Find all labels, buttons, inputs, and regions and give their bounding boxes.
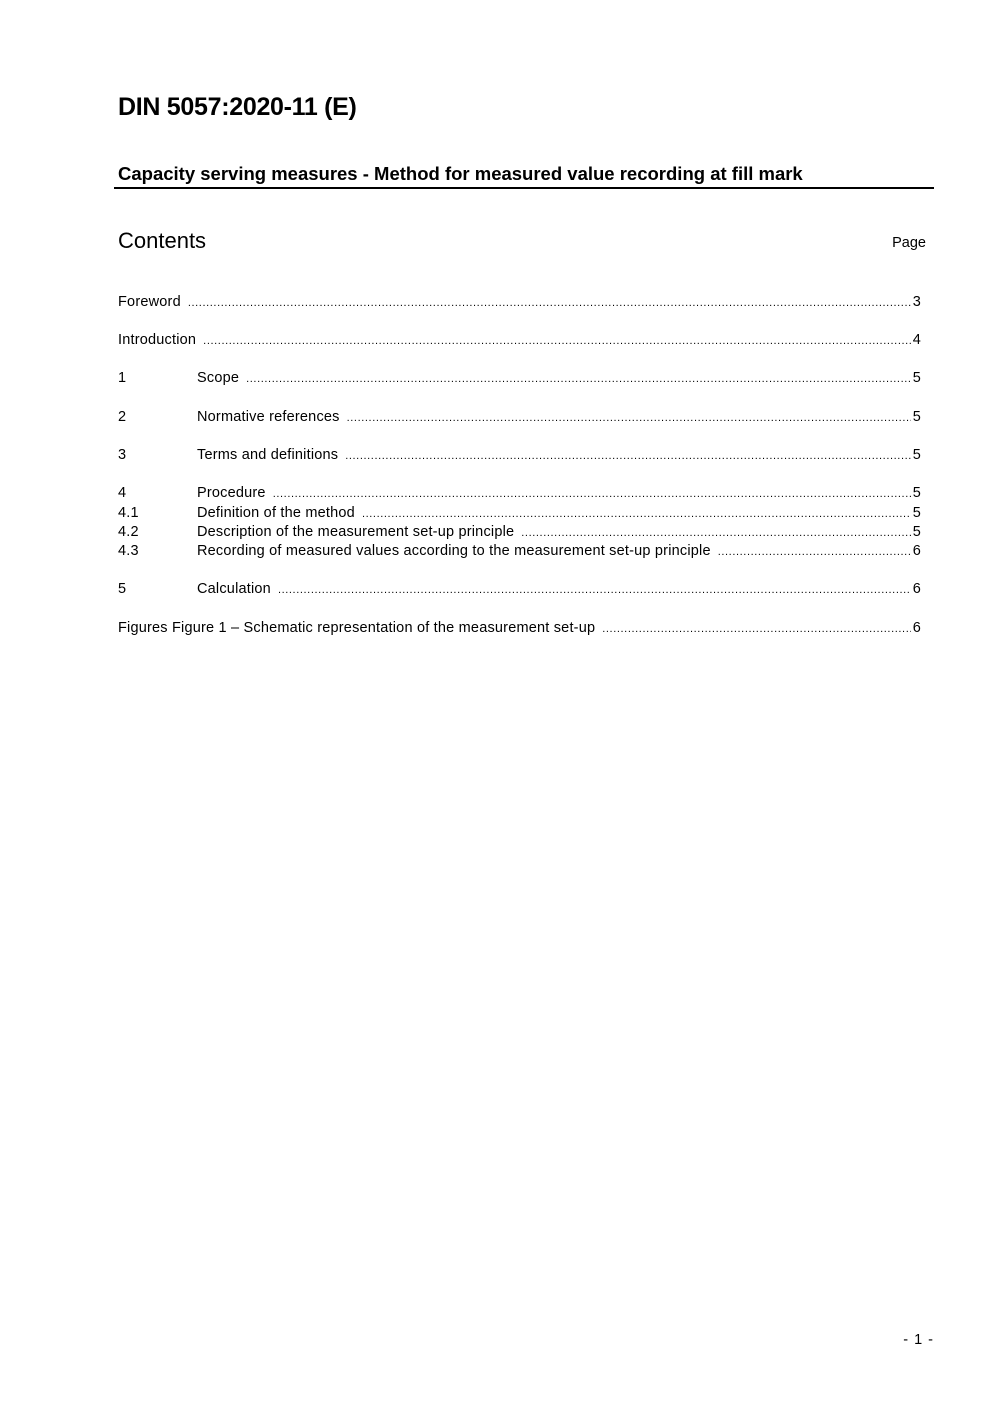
toc-entry-page: 6 — [912, 620, 921, 636]
toc-entry-number: 4 — [118, 485, 127, 501]
toc-entry-text: Recording of measured values according to the measurement set-up principle — [197, 543, 711, 559]
toc-leader-dots — [347, 409, 911, 428]
toc-entry-procedure[interactable] — [118, 484, 921, 503]
toc-entry-page: 5 — [912, 505, 921, 521]
document-title: Capacity serving measures - Method for measured value recording at fill mark — [118, 163, 803, 184]
toc-entry-figures[interactable] — [118, 619, 921, 638]
toc-leader-dots — [718, 543, 911, 562]
toc-entry-terms-and-definitions[interactable] — [118, 446, 921, 465]
contents-heading: Contents — [118, 228, 207, 253]
toc-leader-dots — [362, 505, 911, 524]
toc-entry-number: 4.3 — [118, 543, 139, 559]
toc-entry-page: 3 — [912, 294, 921, 310]
toc-entry-text: Introduction — [118, 332, 197, 348]
toc-entry-page: 5 — [912, 409, 921, 425]
toc-entry-number: 4.1 — [118, 505, 139, 521]
toc-entry-text: Scope — [197, 370, 240, 386]
toc-entry-number: 2 — [118, 409, 127, 425]
page-column-label: Page — [892, 235, 926, 251]
toc-leader-dots — [345, 447, 911, 466]
toc-entry-text: Figures Figure 1 – Schematic representation of the measurement set-up — [118, 620, 596, 636]
toc-entry-page: 5 — [912, 524, 921, 540]
title-underline — [114, 187, 934, 189]
toc-entry-page: 5 — [912, 447, 921, 463]
toc-entry-number: 5 — [118, 581, 127, 597]
toc-entry-calculation[interactable] — [118, 580, 921, 599]
toc-entry-text: Definition of the method — [197, 505, 355, 521]
toc-entry-measurement-setup-description[interactable] — [118, 523, 921, 542]
toc-leader-dots — [521, 524, 910, 543]
toc-entry-text: Normative references — [197, 409, 340, 425]
toc-entry-text: Foreword — [118, 294, 181, 310]
toc-entry-page: 6 — [912, 543, 921, 559]
toc-entry-page: 5 — [912, 485, 921, 501]
toc-leader-dots — [278, 581, 911, 600]
toc-entry-normative-references[interactable] — [118, 408, 921, 427]
toc-entry-scope[interactable] — [118, 369, 921, 388]
toc-entry-introduction[interactable] — [118, 331, 921, 350]
toc-entry-foreword[interactable] — [118, 293, 921, 312]
toc-entry-number: 3 — [118, 447, 127, 463]
toc-entry-page: 6 — [912, 581, 921, 597]
toc-leader-dots — [246, 370, 911, 389]
toc-entry-recording-measured-values[interactable] — [118, 542, 921, 561]
page-number: - 1 - — [903, 1332, 934, 1348]
toc-leader-dots — [188, 294, 911, 313]
toc-leader-dots — [203, 332, 911, 351]
toc-entry-page: 4 — [912, 332, 921, 348]
toc-entry-text: Terms and definitions — [197, 447, 339, 463]
toc-entry-number: 1 — [118, 370, 127, 386]
toc-entry-text: Calculation — [197, 581, 271, 597]
toc-entry-text: Description of the measurement set-up principle — [197, 524, 515, 540]
toc-leader-dots — [273, 485, 911, 504]
toc-leader-dots — [602, 620, 911, 639]
document-id: DIN 5057:2020-11 (E) — [118, 93, 357, 121]
toc-entry-definition-of-method[interactable] — [118, 504, 921, 523]
toc-entry-number: 4.2 — [118, 524, 139, 540]
toc-entry-page: 5 — [912, 370, 921, 386]
toc-entry-text: Procedure — [197, 485, 266, 501]
